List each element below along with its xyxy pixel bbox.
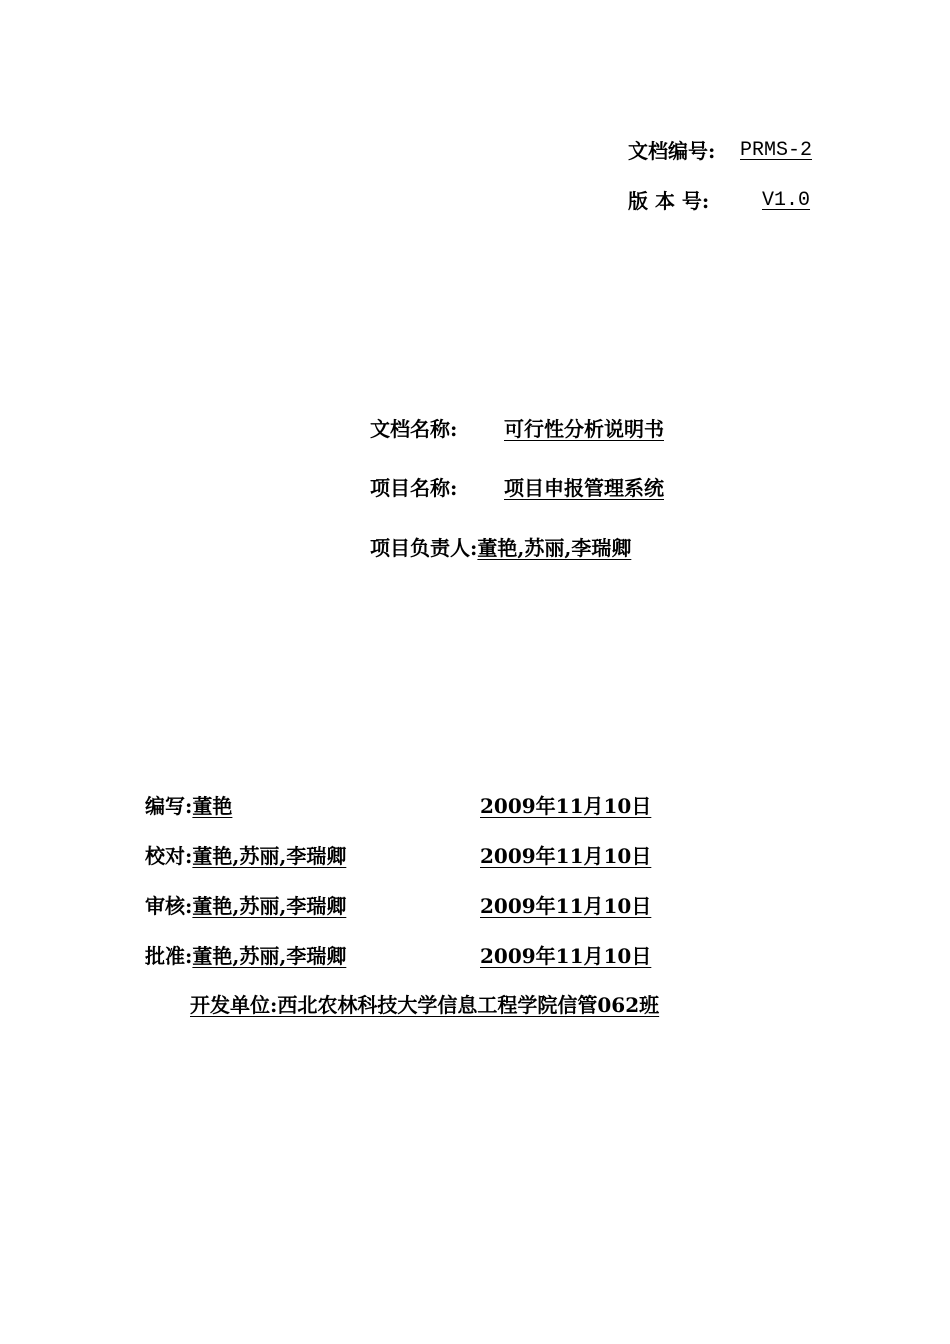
version-row (628, 188, 811, 214)
signature-date: 2009年11月10日 (480, 944, 652, 968)
signature-person: 董艳 (192, 794, 233, 818)
version-label: 版 本 号: (628, 189, 710, 213)
development-unit: 开发单位:西北农林科技大学信息工程学院信管062班 (190, 993, 660, 1017)
signature-person: 董艳,苏丽,李瑞卿 (192, 894, 347, 918)
signature-label: 编写: (145, 794, 193, 818)
signature-date: 2009年11月10日 (480, 844, 652, 868)
signature-label: 批准: (145, 944, 193, 968)
signature-row-write (145, 793, 652, 819)
signature-person: 董艳,苏丽,李瑞卿 (192, 844, 347, 868)
doc-name-value: 可行性分析说明书 (504, 417, 664, 441)
project-name-label: 项目名称: (370, 476, 458, 500)
doc-name-label: 文档名称: (370, 417, 458, 441)
signature-label: 校对: (145, 844, 193, 868)
project-name-value: 项目申报管理系统 (504, 476, 664, 500)
signature-row-review (145, 893, 652, 919)
signature-label: 审核: (145, 894, 193, 918)
signature-row-proofread (145, 843, 652, 869)
project-lead-row (370, 535, 631, 561)
signature-date: 2009年11月10日 (480, 794, 652, 818)
doc-name-row (370, 416, 664, 442)
project-lead-value: 董艳,苏丽,李瑞卿 (477, 536, 632, 560)
project-lead-label: 项目负责人: (370, 536, 478, 560)
signature-date: 2009年11月10日 (480, 894, 652, 918)
project-name-row (370, 475, 664, 501)
doc-number-label: 文档编号: (628, 139, 716, 163)
signature-person: 董艳,苏丽,李瑞卿 (192, 944, 347, 968)
version-value: V1.0 (762, 189, 811, 212)
doc-number-row (628, 138, 813, 164)
doc-number-value: PRMS-2 (740, 139, 813, 162)
signature-row-approve (145, 943, 652, 969)
